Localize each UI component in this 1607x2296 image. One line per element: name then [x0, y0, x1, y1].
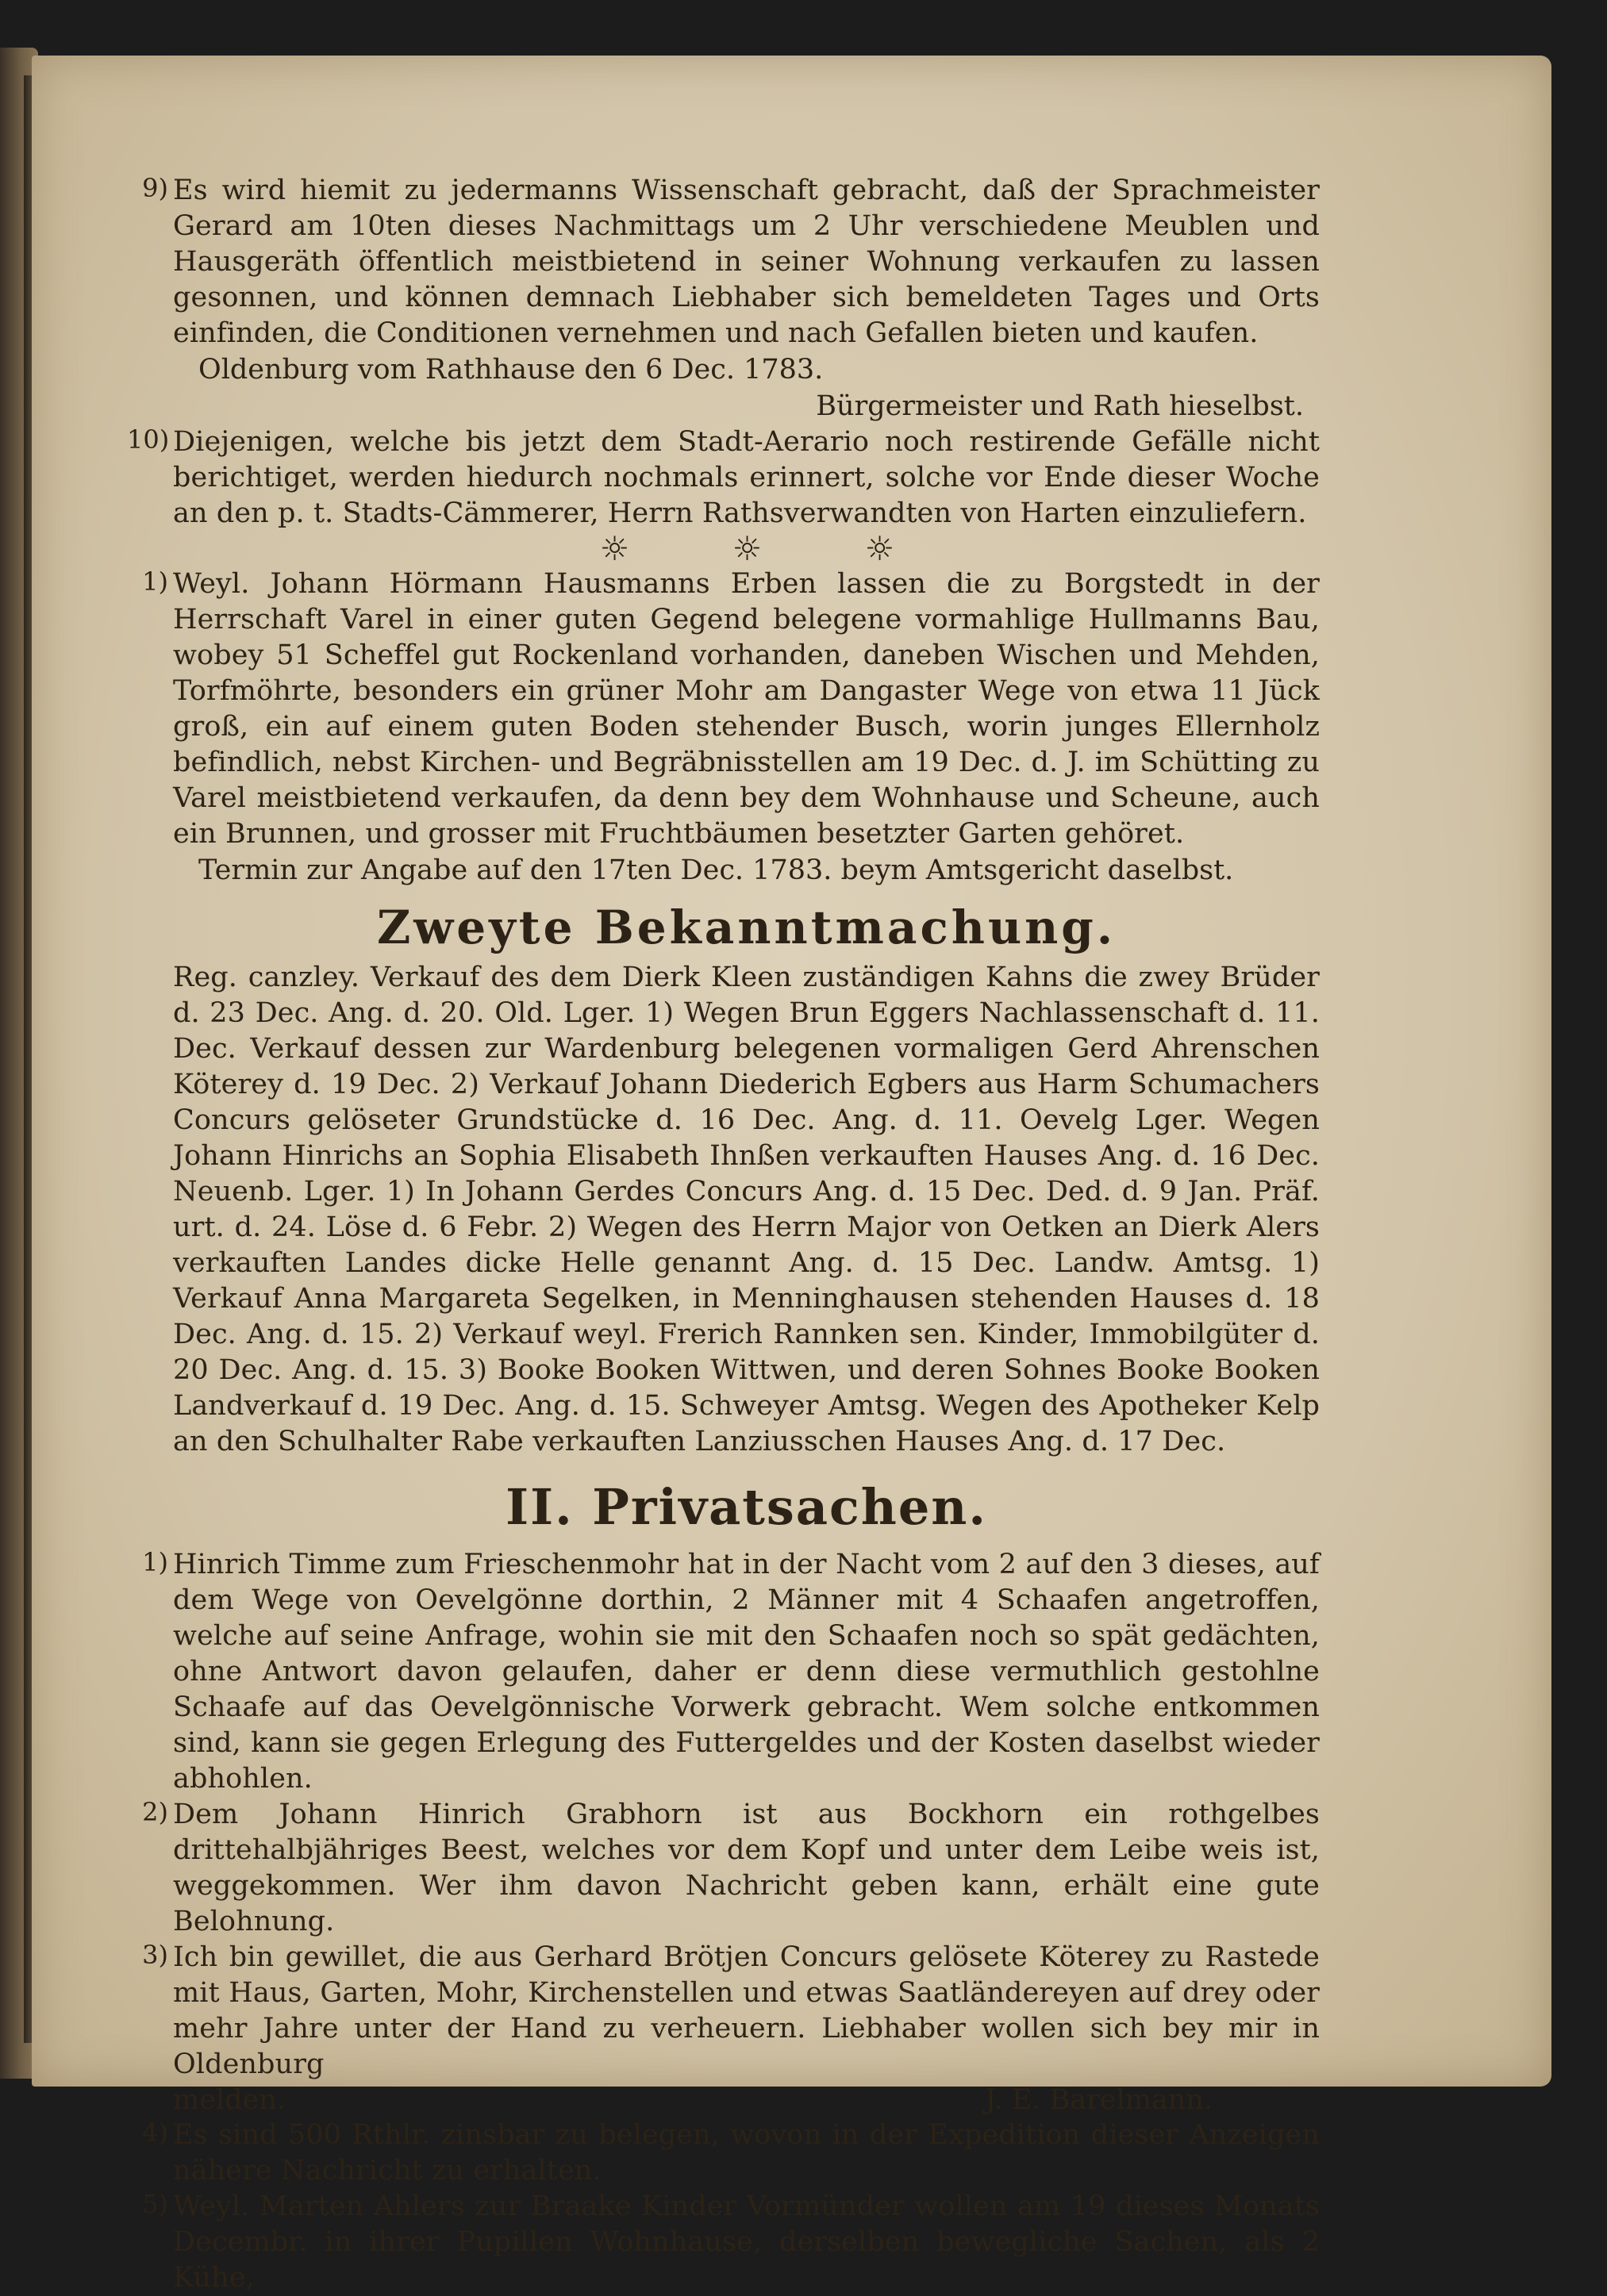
sun-ornament-divider: ☼ ☼ ☼: [599, 529, 941, 568]
notice-9: [142, 173, 1320, 424]
notice-text: Es wird hiemit zu jedermanns Wissenschaft gebracht, daß der Sprachmeister Gerard am 10ten dieses Nachmittags um 2 Uhr verschiedene Meublen und Hausgeräth öffentlich meistbietend in seiner Wohnung verkaufen zu lassen gesonnen, und können demnach Liebhaber sich bemeldeten Tages und Orts einfinden, die Conditionen vernehmen und nach Gefallen bieten und kaufen.: [173, 175, 1320, 349]
place-date: Oldenburg vom Rathhause den 6 Dec. 1783.: [198, 354, 824, 386]
private-notice-2: [142, 1797, 1320, 1940]
notice-text-end: melden.: [173, 2084, 286, 2116]
sign-line: [173, 2083, 1320, 2117]
item-number: 10): [127, 424, 170, 455]
signature: J. E. Barelmann.: [985, 2084, 1213, 2116]
item-number: 3): [142, 1940, 168, 1970]
section-heading-zweyte-bekanntmachung: Zweyte Bekanntmachung.: [376, 900, 1117, 954]
private-notice-4: [142, 2117, 1320, 2189]
notice-text: Ich bin gewillet, die aus Gerhard Brötjen Concurs gelösete Köterey zu Rastede mit Haus, Garten, Mohr, Kirchenstellen und etwas Saatländereyen auf drey oder mehr Jahre unter der Hand zu verheuern. Liebhaber wollen sich bey mir in Oldenburg: [173, 1941, 1320, 2080]
private-notice-5: [142, 2189, 1320, 2296]
notice-text: Hinrich Timme zum Frieschenmohr hat in der Nacht vom 2 auf den 3 dieses, auf dem Wege von Oevelgönne dorthin, 2 Männer mit 4 Schaafen angetroffen, welche auf seine Anfrage, wohin sie mit den Schaafen noch so spät gedächten, ohne Antwort davon gelaufen, daher er denn diese vermuthlich gestohlne Schaafe auf das Oevelgönnische Vorwerk gebracht. Wem solche entkommen sind, kann sie gegen Erlegung des Futtergeldes und der Kosten daselbst wieder abhohlen.: [173, 1549, 1320, 1795]
page-content: [127, 173, 1320, 2296]
item-number: 2): [142, 1797, 168, 1827]
notice-10: [127, 424, 1320, 532]
document-page: [32, 56, 1551, 2294]
notice-text: Diejenigen, welche bis jetzt dem Stadt-Aerario noch restirende Gefälle nicht berichtiget, werden hiedurch nochmals erinnert, solche vor Ende dieser Woche an den p. t. Stadts-Cämmerer, Herrn Rathsverwandten von Harten einzuliefern.: [173, 426, 1320, 529]
notice-1: [142, 566, 1320, 889]
private-notice-1: [142, 1547, 1320, 1797]
section-heading-privatsachen: II. Privatsachen.: [506, 1478, 987, 1536]
zweyte-bekanntmachung-text: Reg. canzley. Verkauf des dem Dierk Kleen zuständigen Kahns die zwey Brüder d. 23 Dec. Ang. d. 20. Old. Lger. 1) Wegen Brun Eggers Nachlassenschaft d. 11. Dec. Verkauf dessen zur Wardenburg belegenen vormaligen Gerd Ahrenschen Köterey d. 19 Dec. 2) Verkauf Johann Diederich Egbers aus Harm Schumachers Concurs gelöseter Grundstücke d. 16 Dec. Ang. d. 11. Oevelg Lger. Wegen Johann Hinrichs an Sophia Elisabeth Ihnßen verkauften Hauses Ang. d. 16 Dec. Neuenb. Lger. 1) In Johann Gerdes Concurs Ang. d. 15 Dec. Ded. d. 9 Jan. Präf. urt. d. 24. Löse d. 6 Febr. 2) Wegen des Herrn Major von Oetken an Dierk Alers verkauften Landes dicke Helle genannt Ang. d. 15 Dec. Landw. Amtsg. 1) Verkauf Anna Margareta Segelken, in Menninghausen stehenden Hauses d. 18 Dec. Ang. d. 15. 2) Verkauf weyl. Frerich Rannken sen. Kinder, Immobilgüter d. 20 Dec. Ang. d. 15. 3) Booke Booken Wittwen, und deren Sohnes Booke Booken Landverkauf d. 19 Dec. Ang. d. 15. Schweyer Amtsg. Wegen des Apotheker Kelp an den Schulhalter Rabe verkauften Lanziusschen Hauses Ang. d. 17 Dec.: [173, 962, 1320, 1457]
notice-text: Es sind 500 Rthlr. zinsbar zu belegen, wovon in der Expedition dieser Anzeigen nähere Nachricht zu erhalten.: [173, 2119, 1320, 2187]
item-number: 1): [142, 1547, 168, 1577]
private-notice-3: [142, 1940, 1320, 2117]
signature: Bürgermeister und Rath hieselbst.: [816, 390, 1304, 422]
item-number: 1): [142, 566, 168, 597]
termin-line: Termin zur Angabe auf den 17ten Dec. 1783. beym Amtsgericht daselbst.: [198, 854, 1234, 886]
notice-text: Dem Johann Hinrich Grabhorn ist aus Bockhorn ein rothgelbes drittehalbjähriges Beest, welches vor dem Kopf und unter dem Leibe weis ist, weggekommen. Wer ihm davon Nachricht geben kann, erhält eine gute Belohnung.: [173, 1799, 1320, 1937]
item-number: 9): [142, 173, 168, 203]
notice-text: Weyl. Marten Ahlers zur Braake Kinder Vormünder wollen am 19 dieses Monats Decembr. in ihrer Pupillen Wohnhause, derselben bewegliche Sachen, als 2 Kühe,: [173, 2190, 1320, 2294]
item-number: 4): [142, 2117, 168, 2148]
notice-text: Weyl. Johann Hörmann Hausmanns Erben lassen die zu Borgstedt in der Herrschaft Varel in einer guten Gegend belegene vormahlige Hullmanns Bau, wobey 51 Scheffel gut Rockenland vorhanden, daneben Wischen und Mehden, Torfmöhrte, besonders ein grüner Mohr am Dangaster Wege von etwa 11 Jück groß, ein auf einem guten Boden stehender Busch, worin junges Ellernholz befindlich, nebst Kirchen- und Begräbnisstellen am 19 Dec. d. J. im Schütting zu Varel meistbietend verkaufen, da denn bey dem Wohnhause und Scheune, auch ein Brunnen, und grosser mit Fruchtbäumen besetzter Garten gehöret.: [173, 568, 1320, 850]
item-number: 5): [142, 2189, 168, 2219]
